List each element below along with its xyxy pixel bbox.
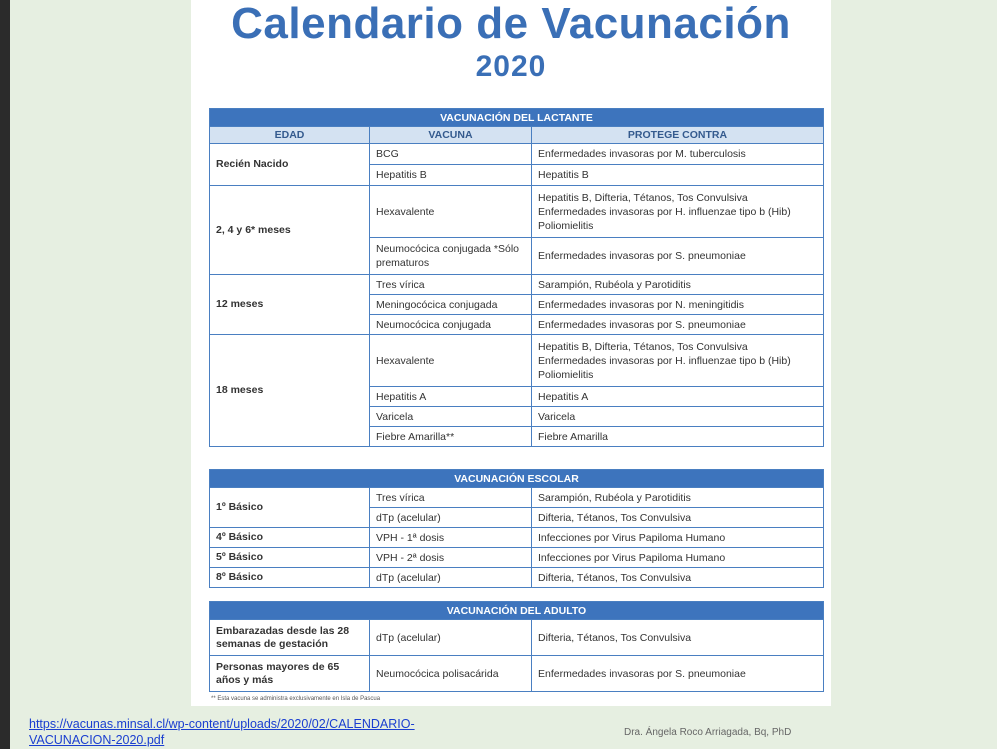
author-credit: Dra. Ángela Roco Arriagada, Bq, PhD [624,727,792,738]
protects-line: Hepatitis B, Difteria, Tétanos, Tos Convulsiva [538,191,748,204]
age-cell: 1º Básico [210,488,370,528]
vaccine-cell: dTp (acelular) [370,508,532,528]
vaccine-cell: Hepatitis B [370,165,532,186]
protects-cell: Sarampión, Rubéola y Parotiditis [532,275,824,295]
vaccine-cell: VPH - 2ª dosis [370,548,532,568]
vaccine-cell: Tres vírica [370,275,532,295]
protects-line: Enfermedades invasoras por H. influenzae tipo b (Hib) [538,205,791,218]
protects-line: Poliomielitis [538,368,594,381]
vaccine-cell: Tres vírica [370,488,532,508]
vaccine-cell: Hexavalente [370,335,532,387]
table-escolar [209,469,824,588]
table-lactante [209,108,824,447]
vaccination-calendar-card [191,0,831,706]
protects-cell: Enfermedades invasoras por N. meningitidis [532,295,824,315]
vaccine-cell: Hepatitis A [370,387,532,407]
protects-cell: Infecciones por Virus Papiloma Humano [532,528,824,548]
vaccine-cell: Hexavalente [370,186,532,238]
section-title-adulto: VACUNACIÓN DEL ADULTO [210,602,824,620]
left-edge-bar [0,0,10,749]
protects-cell [532,186,824,238]
protects-cell: Enfermedades invasoras por M. tuberculosis [532,144,824,165]
col-header-edad: EDAD [210,127,370,144]
age-cell: 12 meses [210,275,370,335]
age-cell: Embarazadas desde las 28 semanas de gestación [210,620,370,656]
age-cell: Recién Nacido [210,144,370,186]
protects-line: Hepatitis B, Difteria, Tétanos, Tos Convulsiva [538,340,748,353]
page-year: 2020 [475,50,547,83]
col-header-protege: PROTEGE CONTRA [532,127,824,144]
age-cell: 5º Básico [210,548,370,568]
vaccine-cell: dTp (acelular) [370,620,532,656]
table-adulto [209,601,824,692]
protects-cell: Fiebre Amarilla [532,427,824,447]
protects-cell: Enfermedades invasoras por S. pneumoniae [532,315,824,335]
protects-line: Enfermedades invasoras por H. influenzae tipo b (Hib) [538,354,791,367]
age-cell: 8º Básico [210,568,370,588]
protects-cell [532,335,824,387]
vaccine-cell: dTp (acelular) [370,568,532,588]
protects-line: Poliomielitis [538,219,594,232]
vaccine-cell: VPH - 1ª dosis [370,528,532,548]
protects-cell: Difteria, Tétanos, Tos Convulsiva [532,568,824,588]
age-cell: Personas mayores de 65 años y más [210,656,370,692]
age-cell: 4º Básico [210,528,370,548]
protects-cell: Infecciones por Virus Papiloma Humano [532,548,824,568]
age-cell: 18 meses [210,335,370,447]
protects-cell: Difteria, Tétanos, Tos Convulsiva [532,620,824,656]
vaccine-cell: Varicela [370,407,532,427]
protects-cell: Hepatitis A [532,387,824,407]
vaccine-cell: Neumocócica conjugada [370,315,532,335]
age-cell: 2, 4 y 6* meses [210,186,370,275]
source-link[interactable]: https://vacunas.minsal.cl/wp-content/uploads/2020/02/CALENDARIO-VACUNACION-2020.pdf [29,717,415,747]
section-title-lactante: VACUNACIÓN DEL LACTANTE [210,109,824,127]
section-title-escolar: VACUNACIÓN ESCOLAR [210,470,824,488]
page-title: Calendario de Vacunación [231,0,791,48]
vaccine-cell: Neumocócica conjugada *Sólo prematuros [370,238,532,275]
protects-cell: Varicela [532,407,824,427]
vaccine-cell: Neumocócica polisacárida [370,656,532,692]
vaccine-cell: BCG [370,144,532,165]
vaccine-cell: Fiebre Amarilla** [370,427,532,447]
col-header-vacuna: VACUNA [370,127,532,144]
protects-cell: Hepatitis B [532,165,824,186]
footnote: ** Esta vacuna se administra exclusivamente en Isla de Pascua [211,696,381,702]
protects-cell: Enfermedades invasoras por S. pneumoniae [532,656,824,692]
protects-cell: Enfermedades invasoras por S. pneumoniae [532,238,824,275]
protects-cell: Sarampión, Rubéola y Parotiditis [532,488,824,508]
vaccine-cell: Meningocócica conjugada [370,295,532,315]
protects-cell: Difteria, Tétanos, Tos Convulsiva [532,508,824,528]
